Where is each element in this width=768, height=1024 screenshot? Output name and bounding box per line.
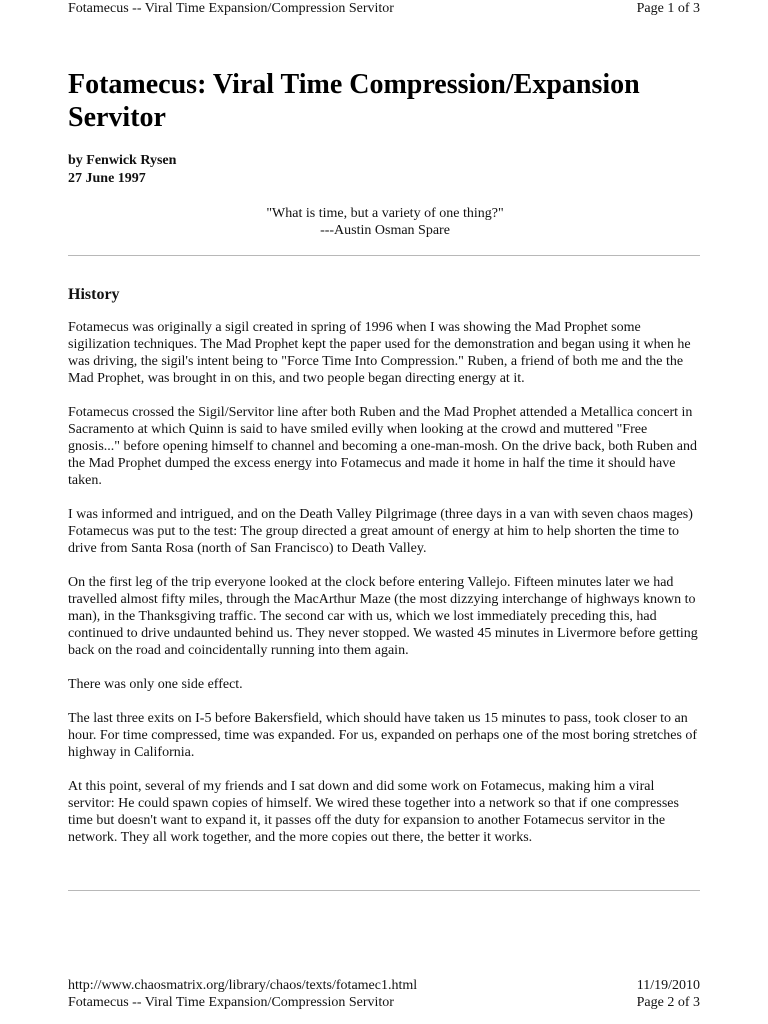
divider (68, 255, 700, 256)
paragraph: Fotamecus crossed the Sigil/Servitor line after both Ruben and the Mad Prophet attended a Metallica concert in Sacramento at which Quinn is said to have smiled evilly when looking at the crowd and muttered "Free gnosis..." before opening himself to channel and becoming a one-man-mosh. On the drive back, both Ruben and the Mad Prophet dumped the excess energy into Fotamecus and made it home in half the time it should have taken. (68, 405, 697, 488)
print-date: 11/19/2010 (636, 978, 700, 993)
author: by Fenwick Rysen (68, 153, 177, 168)
source-url: http://www.chaosmatrix.org/library/chaos/texts/fotamec1.html (68, 978, 418, 993)
paragraph: I was informed and intrigued, and on the Death Valley Pilgrimage (three days in a van with seven chaos mages) Fotamecus was put to the test: The group directed a great amount of energy at him to help shorten the time to drive from Santa Rosa (north of San Francisco) to Death Valley. (68, 507, 693, 556)
epigraph (68, 205, 702, 239)
paragraph: There was only one side effect. (68, 677, 243, 692)
epigraph-attribution: ---Austin Osman Spare (320, 223, 450, 238)
divider (68, 890, 700, 891)
footer-page-number: Page 2 of 3 (636, 995, 700, 1010)
header-page-number: Page 1 of 3 (636, 1, 700, 16)
paragraph: Fotamecus was originally a sigil created in spring of 1996 when I was showing the Mad Prophet some sigilization techniques. The Mad Prophet kept the paper used for the demonstration and began using it when he was driving, the sigil's intent being to "Force Time Into Compression." Ruben, a friend of both me and the the Mad Prophet, was brought in on this, and two people began directing energy at it. (68, 320, 691, 386)
page-header (68, 0, 700, 20)
article-title: Fotamecus: Viral Time Compression/Expansion Servitor (68, 69, 640, 133)
article-body (68, 319, 702, 846)
section-heading: History (68, 286, 120, 303)
footer-doc-title: Fotamecus -- Viral Time Expansion/Compression Servitor (68, 995, 394, 1010)
paragraph: On the first leg of the trip everyone looked at the clock before entering Vallejo. Fifteen minutes later we had travelled almost fifty miles, through the MacArthur Maze (the most dizzying interchange of highways known to man), in the Thanksgiving traffic. The second car with us, which we lost immediately preceding this, had continued to drive undaunted behind us. They never stopped. We wasted 45 minutes in Livermore before getting back on the road and coincidentally running into them again. (68, 575, 698, 658)
article (68, 68, 702, 863)
paragraph: The last three exits on I-5 before Bakersfield, which should have taken us 15 minutes to pass, took closer to an hour. For time compressed, time was expanded. For us, expanded on perhaps one of the most boring stretches of highway in California. (68, 711, 698, 760)
header-doc-title: Fotamecus -- Viral Time Expansion/Compression Servitor (68, 1, 394, 16)
paragraph: At this point, several of my friends and I sat down and did some work on Fotamecus, making him a viral servitor: He could spawn copies of himself. We wired these together into a network so that if one compresses time but doesn't want to expand it, it passes off the duty for expansion to another Fotamecus servitor in the network. They all work together, and the more copies out there, the better it works. (68, 779, 679, 845)
publish-date: 27 June 1997 (68, 171, 146, 186)
page-footer (68, 977, 700, 1011)
byline (68, 152, 702, 188)
epigraph-text: "What is time, but a variety of one thing?" (266, 206, 504, 221)
